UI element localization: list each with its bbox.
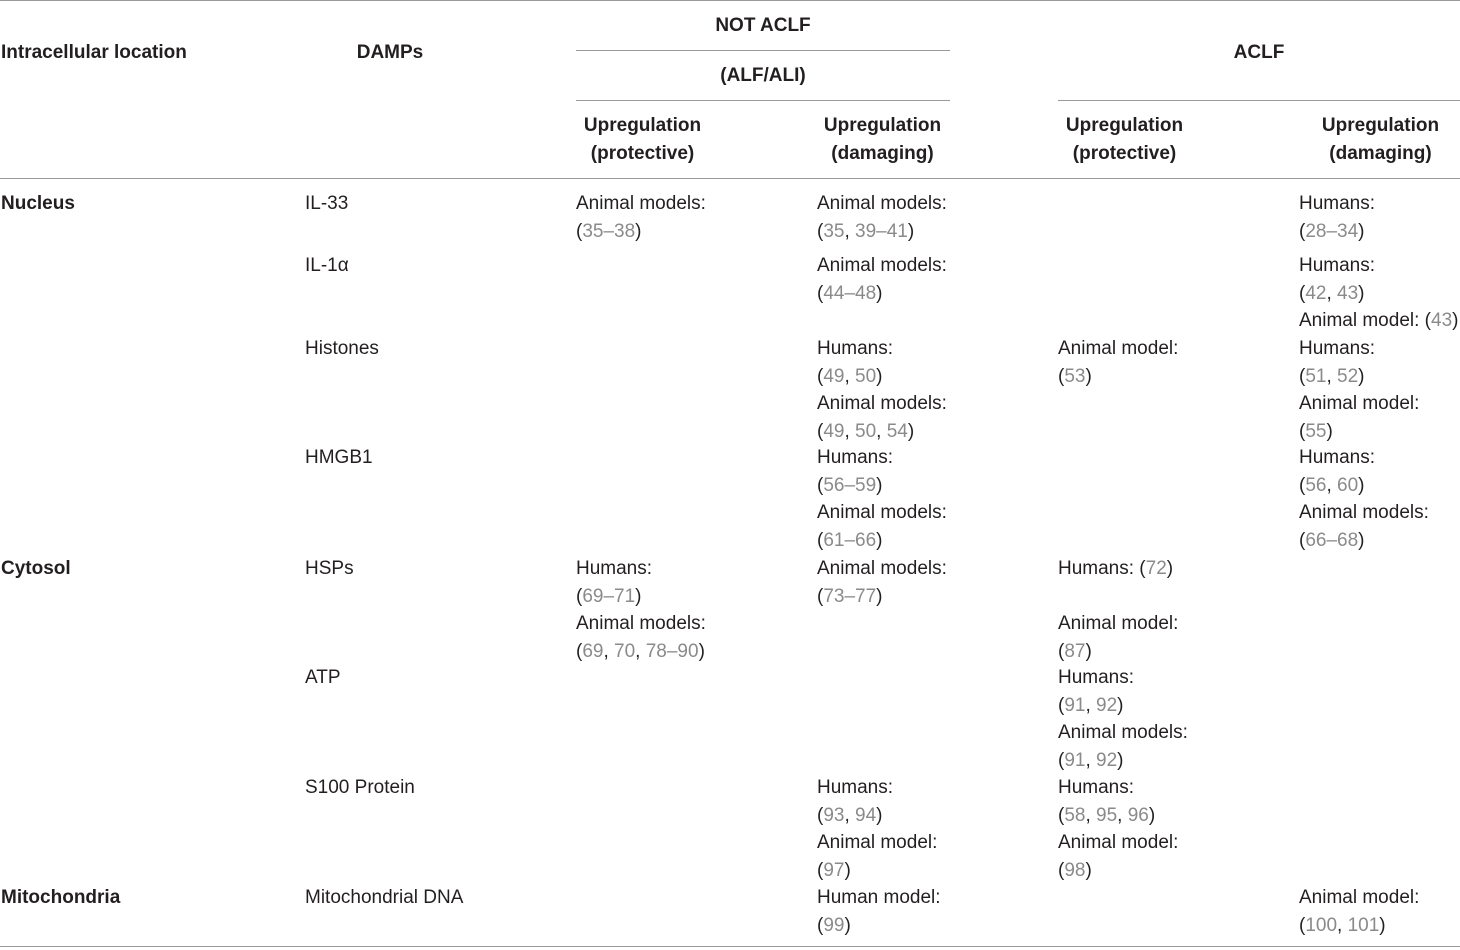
damp-il-1-alpha: IL-1α [305,255,349,276]
reference-link[interactable]: 54 [886,420,908,442]
reference-link[interactable]: 51 [1305,365,1327,387]
reference-link[interactable]: 50 [855,420,877,442]
not-aclf-sub-rule [576,100,950,101]
cell-line: Animal model: [1058,832,1179,853]
reference-link[interactable]: 56 [1305,474,1327,496]
cell-line: Humans: [1299,447,1376,468]
cell-histones-aclf-damaging [1299,335,1419,445]
reference-link[interactable]: 52 [1337,365,1359,387]
cell-line: Animal models: [1299,502,1429,523]
cell-line: (56, 60) [1299,474,1365,496]
reference-link[interactable]: 70 [614,640,636,662]
cell-hsps-not-aclf-damaging [817,555,947,610]
not-aclf-group-rule [576,50,950,51]
cell-line: Animal model: [817,832,938,853]
reference-link[interactable]: 73–77 [823,585,877,607]
cell-line: (44–48) [817,282,883,304]
cell-line: (99) [817,914,851,936]
reference-link[interactable]: 93 [823,804,845,826]
reference-link[interactable]: 60 [1337,474,1359,496]
reference-link[interactable]: 96 [1127,804,1149,826]
reference-link[interactable]: 39–41 [855,220,908,242]
cell-hsps-aclf-protective [1058,555,1178,665]
cell-il33-aclf-damaging [1299,190,1375,245]
reference-link[interactable]: 87 [1064,640,1086,662]
cell-line: (35–38) [576,220,642,242]
reference-link[interactable]: 53 [1064,365,1086,387]
cell-il1a-aclf-damaging [1299,252,1458,335]
cell-line: (61–66) [817,529,883,551]
cell-il33-not-aclf-protective [576,190,706,245]
header-protective-label: (protective) [1072,143,1177,164]
cell-line: Humans: [1299,255,1376,276]
reference-link[interactable]: 99 [823,914,845,936]
reference-link[interactable]: 69 [582,640,604,662]
damp-mitochondrial-dna: Mitochondrial DNA [305,887,464,908]
header-bottom-rule [0,178,1460,179]
table-bottom-rule [0,946,1460,947]
cell-line: (93, 94) [817,804,883,826]
header-not-aclf-damaging [800,112,965,168]
cell-line: (69–71) [576,585,642,607]
cell-hmgb1-not-aclf-damaging [817,444,947,554]
cell-line: (56–59) [817,474,883,496]
cell-line: (35, 39–41) [817,220,915,242]
header-damaging-label: (damaging) [1329,143,1432,164]
header-protective-label: (protective) [590,143,695,164]
cell-line: Animal model: (43) [1299,310,1459,331]
reference-link[interactable]: 98 [1064,859,1086,881]
header-upregulation-label: Upregulation [583,115,702,136]
aclf-group-rule [1058,100,1460,101]
reference-link[interactable]: 49 [823,420,845,442]
header-damaging-label: (damaging) [831,143,934,164]
damp-il-33: IL-33 [305,193,349,214]
reference-link[interactable]: 44–48 [823,282,877,304]
cell-mtdna-aclf-damaging [1299,884,1419,939]
reference-link[interactable]: 43 [1431,310,1453,331]
damp-hmgb1: HMGB1 [305,447,373,468]
reference-link[interactable]: 91 [1064,694,1086,716]
cell-line: (69, 70, 78–90) [576,640,705,662]
cell-line: Human model: [817,887,941,908]
cell-line: (91, 92) [1058,749,1124,771]
cell-line: (97) [817,859,851,881]
cell-line: Humans: [817,447,894,468]
cell-line: (53) [1058,365,1092,387]
cell-line: (28–34) [1299,220,1365,242]
reference-link[interactable]: 66–68 [1305,529,1359,551]
cell-line: (73–77) [817,585,883,607]
reference-link[interactable]: 97 [823,859,845,881]
cell-il1a-not-aclf-damaging [817,252,947,307]
table-top-rule [0,0,1460,1]
cell-line: (49, 50) [817,365,883,387]
cell-s100-aclf-protective [1058,774,1178,884]
header-not-aclf: NOT ACLF [715,15,811,36]
reference-link[interactable]: 28–34 [1305,220,1359,242]
reference-link[interactable]: 61–66 [823,529,877,551]
damp-s100-protein: S100 Protein [305,777,415,798]
cell-line: Animal models: [817,193,947,214]
location-nucleus: Nucleus [1,193,75,214]
reference-link[interactable]: 43 [1337,282,1359,304]
location-mitochondria: Mitochondria [1,887,121,908]
reference-link[interactable]: 92 [1096,694,1118,716]
header-intracellular-location: Intracellular location [1,42,187,63]
cell-il33-not-aclf-damaging [817,190,947,245]
cell-s100-not-aclf-damaging [817,774,937,884]
cell-atp-aclf-protective [1058,664,1188,774]
reference-link[interactable]: 100 [1305,914,1338,936]
cell-line: (51, 52) [1299,365,1365,387]
reference-link[interactable]: 42 [1305,282,1327,304]
cell-line: (66–68) [1299,529,1365,551]
reference-link[interactable]: 94 [855,804,877,826]
header-upregulation-label: Upregulation [823,115,942,136]
reference-link[interactable]: 69–71 [582,585,636,607]
cell-line: Animal model: [1058,613,1179,634]
cell-line: Animal model: [1058,338,1179,359]
cell-line [1058,583,1178,611]
reference-link[interactable]: 49 [823,365,845,387]
location-cytosol: Cytosol [1,558,71,579]
cell-line: (100, 101) [1299,914,1386,936]
cell-mtdna-not-aclf-damaging [817,884,941,939]
cell-line: Humans: [1058,667,1135,688]
reference-link[interactable]: 92 [1096,749,1118,771]
reference-link[interactable]: 101 [1347,914,1380,936]
cell-line: Animal models: [817,393,947,414]
cell-line: Animal models: [576,613,706,634]
damp-histones: Histones [305,338,379,359]
cell-line: Animal models: [817,255,947,276]
cell-line: Humans: [1058,777,1135,798]
header-aclf-damaging [1298,112,1460,168]
cell-hmgb1-aclf-damaging [1299,444,1429,554]
damp-hsps: HSPs [305,558,354,579]
cell-line: (87) [1058,640,1092,662]
reference-link[interactable]: 35–38 [582,220,636,242]
reference-link[interactable]: 91 [1064,749,1086,771]
header-upregulation-label: Upregulation [1321,115,1440,136]
reference-link[interactable]: 72 [1145,558,1167,579]
reference-link[interactable]: 56–59 [823,474,877,496]
cell-histones-not-aclf-damaging [817,335,947,445]
header-not-aclf-protective [560,112,725,168]
header-damps: DAMPs [356,42,424,63]
cell-line: Animal model: [1299,393,1420,414]
cell-line: (49, 50, 54) [817,420,915,442]
cell-line: (42, 43) [1299,282,1365,304]
header-alf-ali: (ALF/ALI) [720,65,806,86]
cell-line: Humans: [1299,193,1376,214]
cell-line: Animal models: [817,558,947,579]
cell-line: Humans: [576,558,653,579]
cell-line: Animal models: [1058,722,1188,743]
reference-link[interactable]: 50 [855,365,877,387]
cell-line: Animal model: [1299,887,1420,908]
reference-link[interactable]: 95 [1096,804,1118,826]
cell-line: Humans: [817,338,894,359]
cell-line: (98) [1058,859,1092,881]
cell-line: (55) [1299,420,1333,442]
cell-line: (58, 95, 96) [1058,804,1156,826]
cell-line: Animal models: [817,502,947,523]
cell-line: Animal models: [576,193,706,214]
header-upregulation-label: Upregulation [1065,115,1184,136]
header-aclf: ACLF [1233,42,1285,63]
reference-link[interactable]: 78–90 [645,640,699,662]
cell-line: Humans: [1299,338,1376,359]
cell-line: Humans: [817,777,894,798]
cell-line: Humans: (72) [1058,558,1174,579]
reference-link[interactable]: 35 [823,220,845,242]
header-aclf-protective [1042,112,1207,168]
cell-hsps-not-aclf-protective [576,555,706,665]
cell-histones-aclf-protective [1058,335,1178,390]
reference-link[interactable]: 58 [1064,804,1086,826]
damp-atp: ATP [305,667,341,688]
cell-line: (91, 92) [1058,694,1124,716]
reference-link[interactable]: 55 [1305,420,1327,442]
